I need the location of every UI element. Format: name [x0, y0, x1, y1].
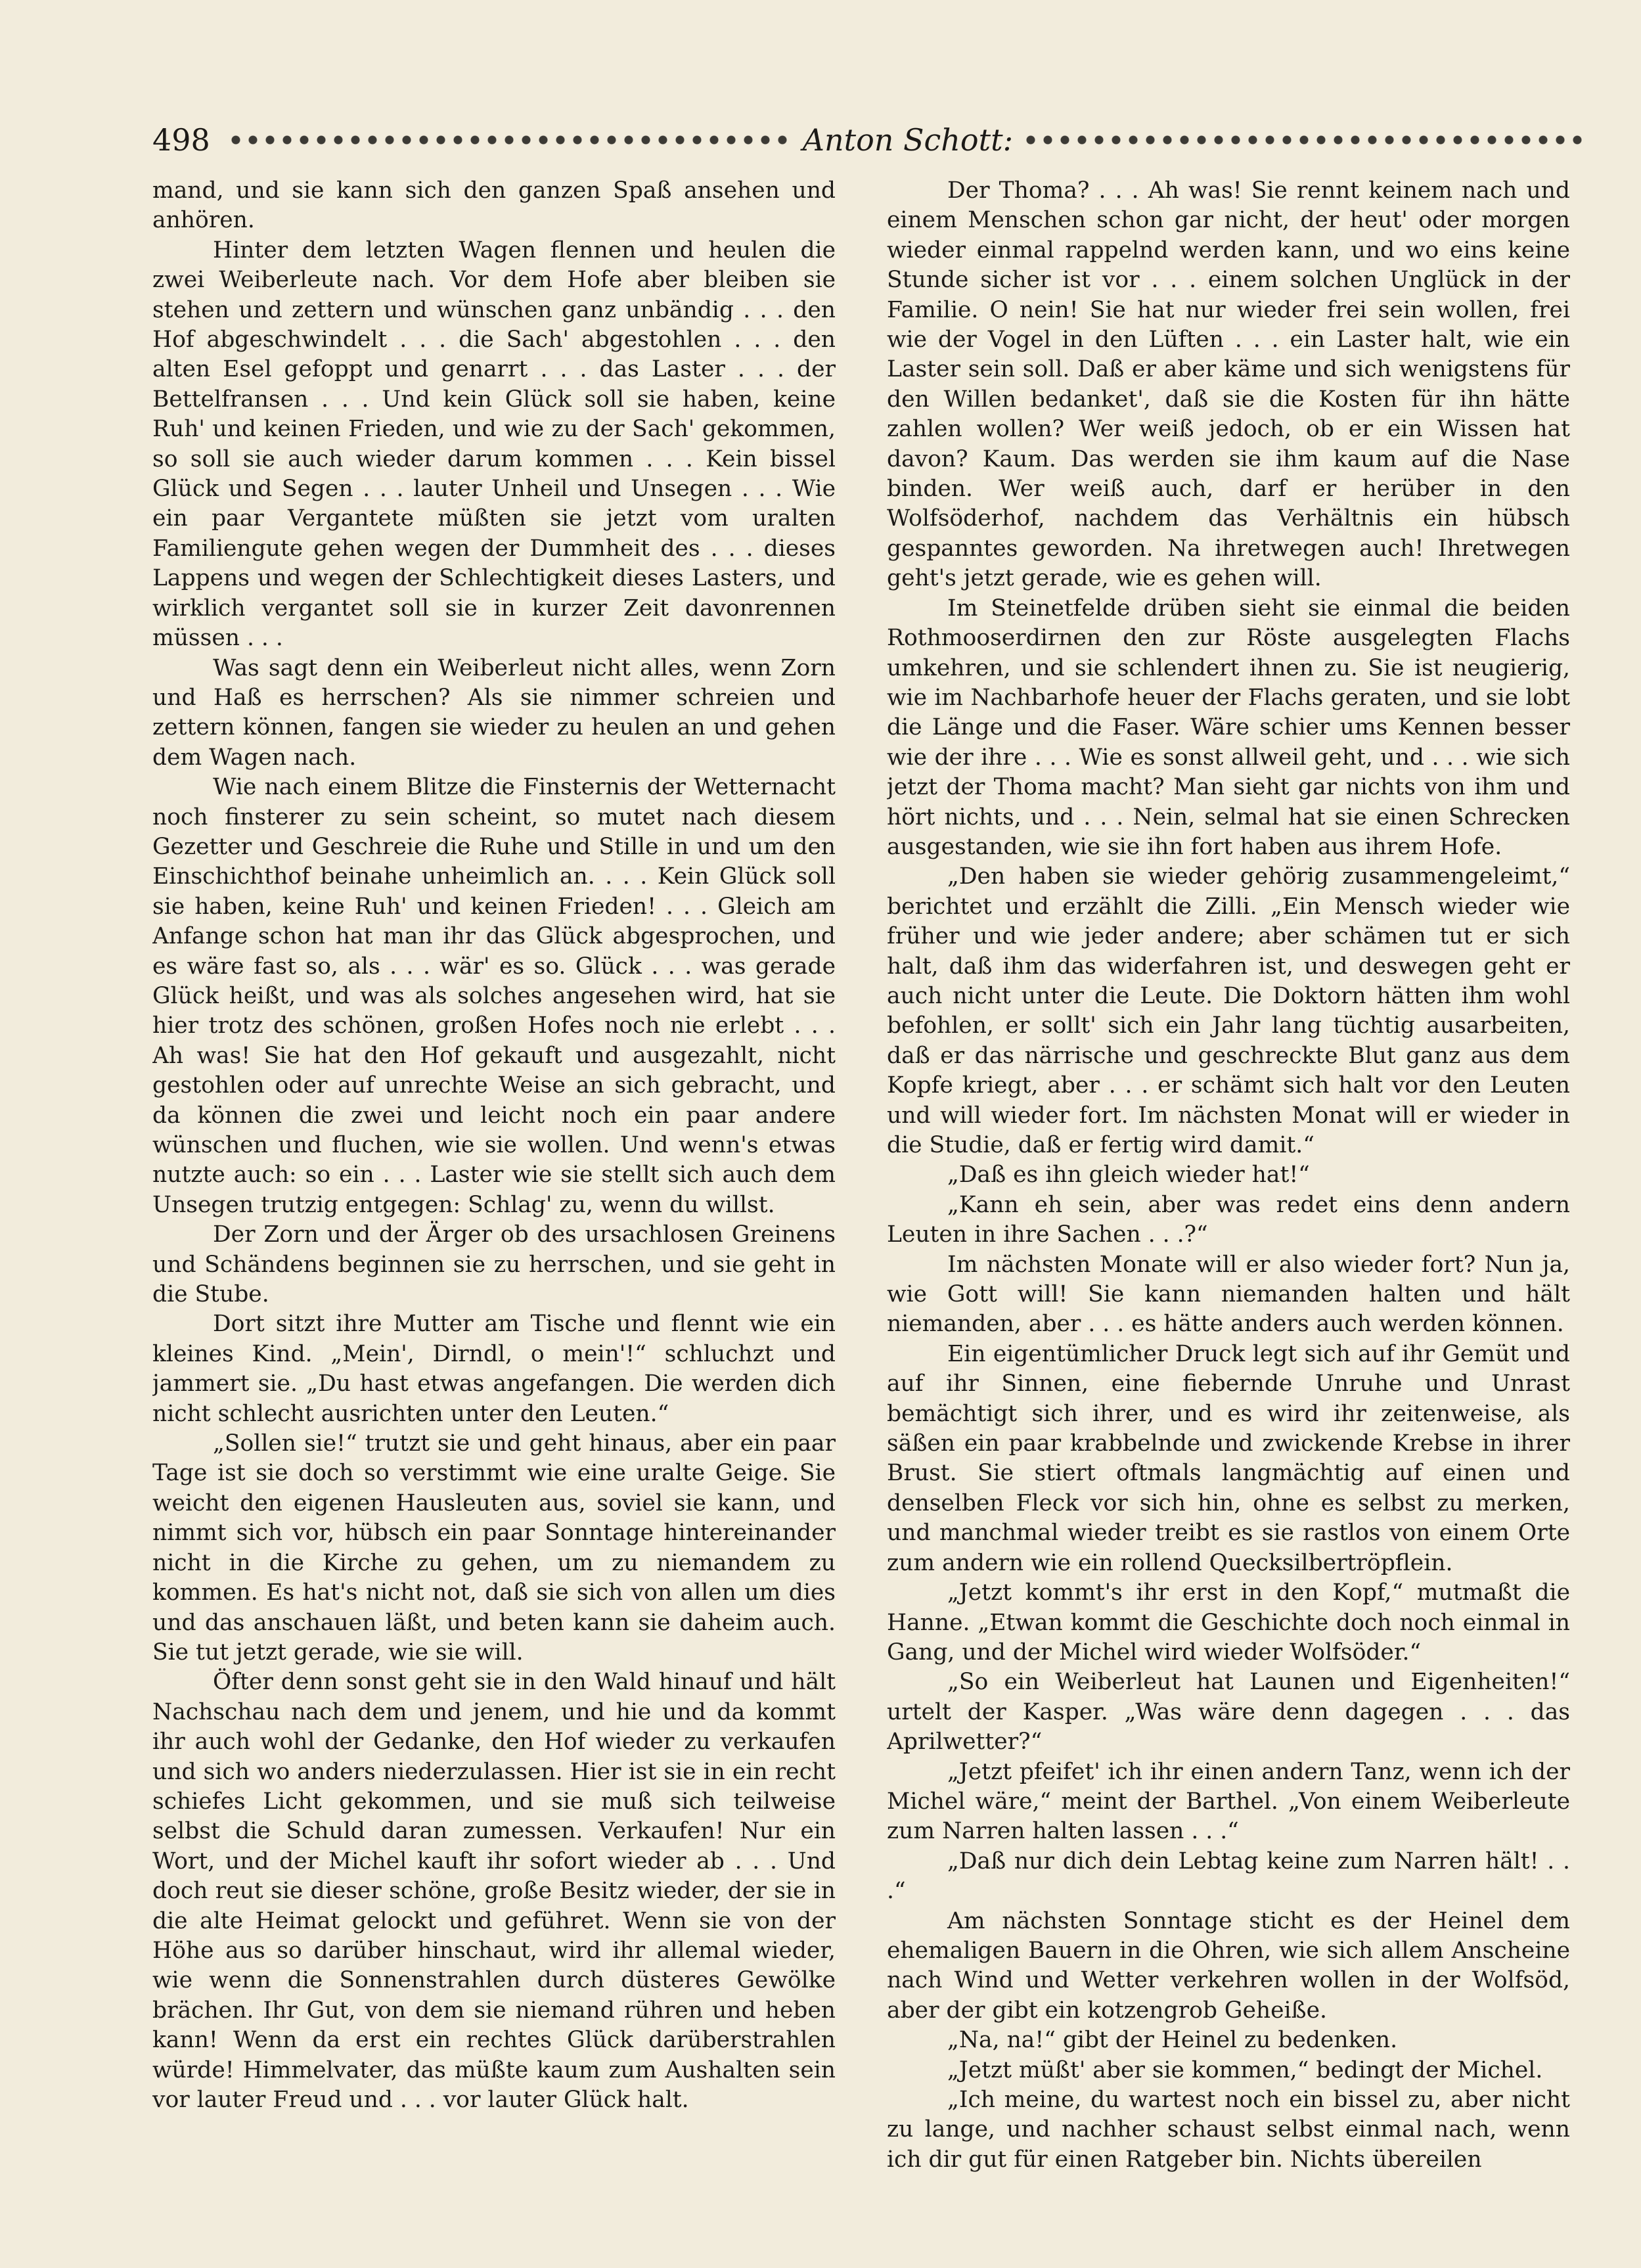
paragraph: Der Zorn und der Ärger ob des ursachlosen Greinens und Schändens beginnen sie zu herrschen, und sie geht in die Stube.: [152, 1221, 836, 1308]
paragraph: „Daß nur dich dein Lebtag keine zum Narren hält! . . .“: [887, 1848, 1570, 1905]
paragraph: Im Steinetfelde drüben sieht sie einmal die beiden Rothmooserdirnen den zur Röste ausgelegten Flachs umkehren, und sie schlendert ihnen zu. Sie ist neugierig, wie im Nachbarhofe heuer der Flachs geraten, und sie lobt die Länge und die Faser. Wäre schier ums Kennen besser wie der ihre . . . Wie es sonst allweil geht, und . . . wie sich jetzt der Thoma macht? Man sieht gar nichts von ihm und hört nichts, und . . . Nein, selmal hat sie einen Schrecken ausgestanden, wie sie ihn fort haben aus ihrem Hofe.: [887, 595, 1570, 860]
ornament-rule-left: [227, 133, 794, 147]
paragraph: „Kann eh sein, aber was redet eins denn andern Leuten in ihre Sachen . . .?“: [887, 1191, 1570, 1248]
paragraph: „Jetzt müßt' aber sie kommen,“ bedingt der Michel.: [947, 2056, 1543, 2083]
paragraph: Im nächsten Monate will er also wieder fort? Nun ja, wie Gott will! Sie kann niemanden halten und hält niemanden, aber . . . es hätte anders auch werden können.: [887, 1251, 1570, 1338]
right-column: [887, 176, 1570, 2180]
paragraph: „Na, na!“ gibt der Heinel zu bedenken.: [947, 2027, 1398, 2054]
paragraph: Was sagt denn ein Weiberleut nicht alles, wenn Zorn und Haß es herrschen? Als sie nimmer schreien und zettern können, fangen sie wieder zu heulen an und gehen dem Wagen nach.: [152, 654, 836, 771]
left-column: [152, 176, 836, 2180]
paragraph: Hinter dem letzten Wagen flennen und heulen die zwei Weiberleute nach. Vor dem Hofe aber bleiben sie stehen und zettern und wünschen ganz unbändig . . . den Hof abgeschwindelt . . . die Sach' abgestohlen . . . den alten Esel gefoppt und genarrt . . . das Laster . . . der Bettelfransen . . . Und kein Glück soll sie haben, keine Ruh' und keinen Frieden, und wie zu der Sach' gekommen, so soll sie auch wieder darum kommen . . . Kein bissel Glück und Segen . . . lauter Unheil und Unsegen . . . Wie ein paar Vergantete müßten sie jetzt vom uralten Familiengute gehen wegen der Dummheit des . . . dieses Lappens und wegen der Schlechtigkeit dieses Lasters, und wirklich vergantet soll sie in kurzer Zeit davonrennen müssen . . .: [152, 237, 836, 652]
paragraph: Der Thoma? . . . Ah was! Sie rennt keinem nach und einem Menschen schon gar nicht, der heut' oder morgen wieder einmal rappelnd werden kann, und wo eins keine Stunde sicher ist vor . . . einem solchen Unglück in der Familie. O nein! Sie hat nur wieder frei sein wollen, frei wie der Vogel in den Lüften . . . ein Laster halt, wie ein Laster sein soll. Daß er aber käme und sich wenigstens für den Willen bedanket', daß sie die Kosten für ihn hätte zahlen wollen? Wer weiß jedoch, ob er ein Wissen hat davon? Kaum. Das werden sie ihm kaum auf die Nase binden. Wer weiß auch, darf er herüber in den Wolfsöderhof, nachdem das Verhältnis ein hübsch gespanntes geworden. Na ihretwegen auch! Ihretwegen geht's jetzt gerade, wie es gehen will.: [887, 177, 1570, 592]
paragraph: „So ein Weiberleut hat Launen und Eigenheiten!“ urtelt der Kasper. „Was wäre denn dagegen . . . das Aprilwetter?“: [887, 1669, 1570, 1756]
page-header: [152, 117, 1598, 163]
paragraph: „Ich meine, du wartest noch ein bissel zu, aber nicht zu lange, und nachher schaust selbst einmal nach, wenn ich dir gut für einen Ratgeber bin. Nichts übereilen: [887, 2087, 1570, 2173]
paragraph: „Jetzt pfeifet' ich ihr einen andern Tanz, wenn ich der Michel wäre,“ meint der Barthel. „Von einem Weiberleute zum Narren halten lassen . . .“: [887, 1758, 1570, 1845]
paragraph: Wie nach einem Blitze die Finsternis der Wetternacht noch finsterer zu sein scheint, so mutet nach diesem Gezetter und Geschreie die Ruhe und Stille in und um den Einschichthof beinahe unheimlich an. . . . Kein Glück soll sie haben, keine Ruh' und keinen Frieden! . . . Gleich am Anfange schon hat man ihr das Glück abgesprochen, und es wäre fast so, als . . . wär' es so. Glück . . . was gerade Glück heißt, und was als solches angesehen wird, hat sie hier trotz des schönen, großen Hofes noch nie erlebt . . . Ah was! Sie hat den Hof gekauft und ausgezahlt, nicht gestohlen oder auf unrechte Weise an sich gebracht, und da können die zwei und leicht noch ein paar andere wünschen und fluchen, wie sie wollen. Und wenn's etwas nutzte auch: so ein . . . Laster wie sie stellt sich auch dem Unsegen trutzig entgegen: Schlag' zu, wenn du willst.: [152, 774, 836, 1218]
paragraph: Öfter denn sonst geht sie in den Wald hinauf und hält Nachschau nach dem und jenem, und hie und da kommt ihr auch wohl der Gedanke, den Hof wieder zu verkaufen und sich wo anders niederzulassen. Hier ist sie in ein recht schiefes Licht gekommen, und sie muß sich teilweise selbst die Schuld daran zumessen. Verkaufen! Nur ein Wort, und der Michel kauft ihr sofort wieder ab . . . Und doch reut sie dieser schöne, große Besitz wieder, der sie in die alte Heimat gelockt und geführet. Wenn sie von der Höhe aus so darüber hinschaut, wird ihr allemal wieder, wie wenn die Sonnenstrahlen durch düsteres Gewölke brächen. Ihr Gut, von dem sie niemand rühren und heben kann! Wenn da erst ein rechtes Glück darüberstrahlen würde! Himmelvater, das müßte kaum zum Aushalten sein vor lauter Freud und . . . vor lauter Glück halt.: [152, 1669, 836, 2113]
paragraph: „Daß es ihn gleich wieder hat!“: [947, 1162, 1310, 1189]
paragraph: „Sollen sie!“ trutzt sie und geht hinaus, aber ein paar Tage ist sie doch so verstimmt wie eine uralte Geige. Sie weicht den eigenen Hausleuten aus, soviel sie kann, und nimmt sich vor, hübsch ein paar Sonntage hintereinander nicht in die Kirche zu gehen, um zu niemandem zu kommen. Es hat's nicht not, daß sie sich von allen um dies und das anschauen läßt, und beten kann sie daheim auch. Sie tut jetzt gerade, wie sie will.: [152, 1430, 836, 1666]
ornament-rule-right: [1022, 133, 1588, 147]
paragraph: „Den haben sie wieder gehörig zusammengeleimt,“ berichtet und erzählt die Zilli. „Ein Mensch wieder wie früher und wie jeder andere; aber schämen tut er sich halt, daß ihm das widerfahren ist, und deswegen geht er auch nicht unter die Leute. Die Doktorn hätten ihm wohl befohlen, er sollt' sich ein Jahr lang tüchtig ausarbeiten, daß er das närrische und geschreckte Blut ganz aus dem Kopfe kriegt, aber . . . er schämt sich halt vor den Leuten und will wieder fort. Im nächsten Monat will er wieder in die Studie, daß er fertig wird damit.“: [887, 863, 1570, 1158]
page-number: 498: [152, 122, 210, 158]
paragraph: Dort sitzt ihre Mutter am Tische und flennt wie ein kleines Kind. „Mein', Dirndl, o mein'!“ schluchzt und jammert sie. „Du hast etwas angefangen. Die werden dich nicht schlecht ausrichten unter den Leuten.“: [152, 1311, 836, 1427]
paragraph: „Jetzt kommt's ihr erst in den Kopf,“ mutmaßt die Hanne. „Etwan kommt die Geschichte doch noch einmal in Gang, und der Michel wird wieder Wolfsöder.“: [887, 1579, 1570, 1666]
paragraph: mand, und sie kann sich den ganzen Spaß ansehen und anhören.: [152, 177, 836, 234]
paragraph: Ein eigentümlicher Druck legt sich auf ihr Gemüt und auf ihr Sinnen, eine fiebernde Unruhe und Unrast bemächtigt sich ihrer, und es wird ihr zeitenweise, als säßen ein paar krabbelnde und zwickende Krebse in ihrer Brust. Sie stiert oftmals langmächtig auf einen und denselben Fleck vor sich hin, ohne es selbst zu merken, und manchmal wieder treibt es sie rastlos von einem Orte zum andern wie ein rollend Quecksilbertröpflein.: [887, 1340, 1570, 1576]
running-title: Anton Schott:: [802, 122, 1014, 158]
paragraph: Am nächsten Sonntage sticht es der Heinel dem ehemaligen Bauern in die Ohren, wie sich allem Anscheine nach Wind und Wetter verkehren wollen in der Wolfsöd, aber der gibt ein kotzengrob Geheiße.: [887, 1907, 1570, 2024]
